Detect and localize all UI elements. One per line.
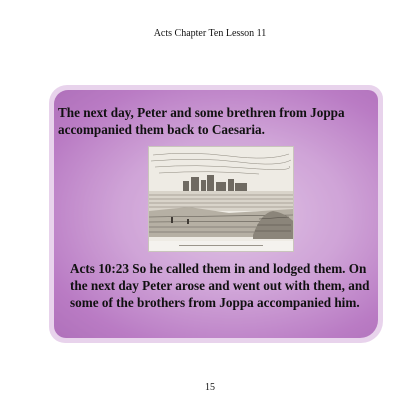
page-header: Acts Chapter Ten Lesson 11 xyxy=(153,28,267,39)
intro-text: The next day, Peter and some brethren from Joppa accompanied them back to Caesaria. xyxy=(58,105,345,137)
coastal-city-engraving-image xyxy=(148,146,294,252)
scripture-text: Acts 10:23 So he called them in and lodged them. On the next day Peter arose and went out with them, and some of the brothers from Joppa accompanied him. xyxy=(70,261,370,310)
page-number: 15 xyxy=(205,382,215,393)
